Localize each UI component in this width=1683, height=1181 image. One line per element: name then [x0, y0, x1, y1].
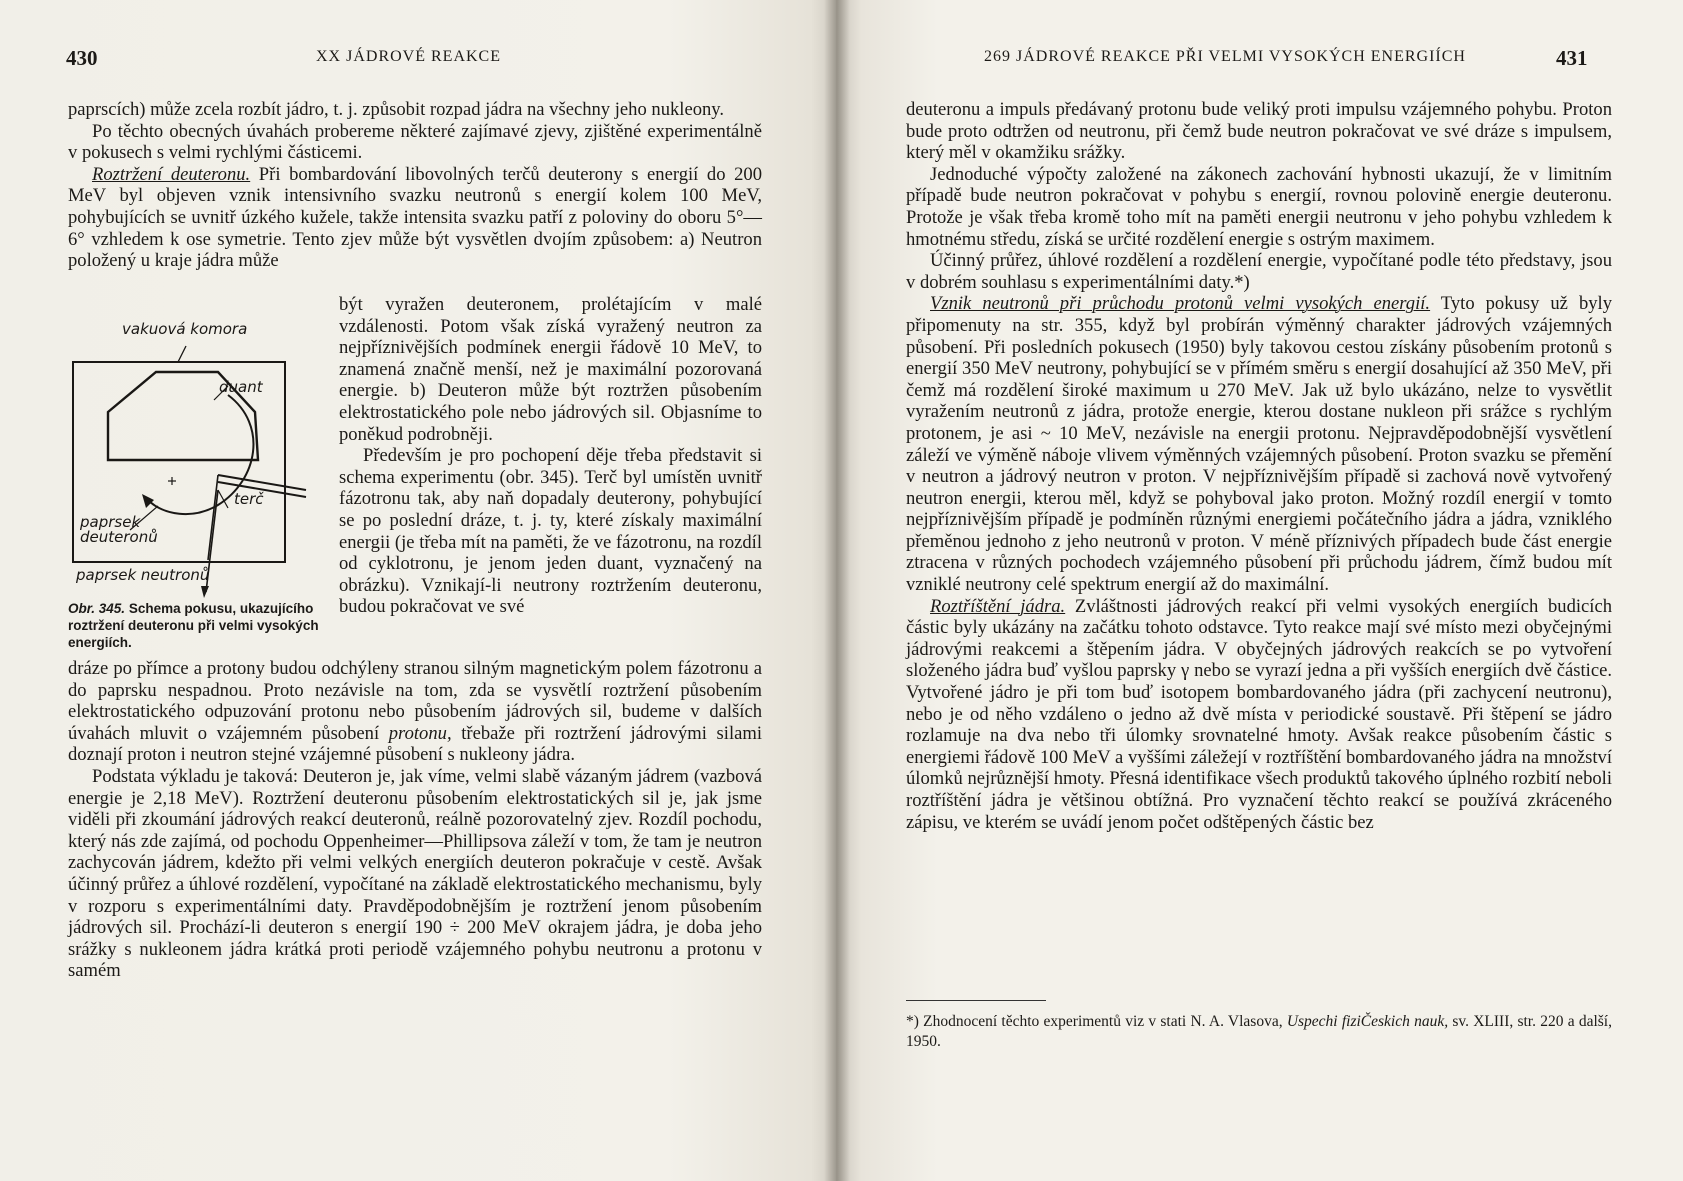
footnote: [906, 1012, 1612, 1052]
paragraph-text: Zvláštnosti jádrových reakcí při velmi vysokých energiích budicích částic byly ukázány na začátku tohoto odstavce. Tyto reakce mají své místo mezi obyčejnými jádrovými reakcemi a štěpením jádra. V obyčejných jádrových reakcích se po vytvoření složeného jádra buď vyšlou paprsky γ nebo se vyrazí jedna a při vyšších energiích dvě částice. Vytvořené jádro je při tom buď isotopem bombardovaného jádra (při zachycení neutronu), nebo je od něho vzdáleno o jedno až dvě místa v periodické soustavě. Při štěpení se jádro rozlamuje na dva nebo tři úlomky srovnatelné hmoty. Avšak reakce působením částic s energiemi řádově 100 MeV a vyššími záležejí v roztříštění bombardovaného jádra na množství úlomků nejrůznější hmoty. Přesná identifikace všech produktů takového úplného rozbití neboli roztříštění jádra je většinou obtížná. Pro vyznačení těchto reakcí se používá zkráceného zápisu, ve kterém se uvádí jenom počet odštěpených částic bez: [906, 595, 1612, 833]
paragraph: Po těchto obecných úvahách probereme některé zajímavé zjevy, zjištěné experimentálně v pokusech s velmi rychlými částicemi.: [68, 120, 762, 164]
label-deuteron-beam: [80, 515, 158, 545]
paragraph: [68, 658, 762, 766]
footnote-divider: [906, 1000, 1046, 1001]
left-page-number: 430: [66, 46, 98, 70]
label-duant: duant: [219, 378, 263, 396]
right-page-number: 431: [1556, 46, 1588, 70]
paragraph: Podstata výkladu je taková: Deuteron je, jak víme, velmi slabě vázaným jádrem (vazbová energie je 2,18 MeV). Roztržení deuteronu působením elektrostatických sil je, jak jsme viděli při zkoumání jádrových reakcí deuteronů, reálně pozorovatelný zjev. Rozdíl pochodu, který nás zde zajímá, od pochodu Oppenheimer—Phillipsova záleží v tom, že tam je neutron zachycován jádrem, kdežto při velmi velkých energiích deuteron pokračuje v cestě. Avšak účinný průřez a úhlové rozdělení, vypočítané na základě elektrostatického mechanismu, byly v rozporu s experimentálními daty. Pravděpodobnějším je roztržení jenom působením jádrových sil. Prochází-li deuteron s energií 190 ÷ 200 MeV okrajem jádra, je doba jeho srážky s nukleonem jádra krátká proti periodě vzájemného pohybu neutronu a protonu v samém: [68, 765, 762, 982]
section-heading-splinter: Roztříštění jádra.: [930, 595, 1066, 617]
label-vacuum-chamber: vakuová komora: [122, 320, 248, 338]
figure-caption-number: Obr. 345.: [68, 601, 126, 616]
footnote-text: sv. XLIII, str. 220 a další, 1950.: [906, 1013, 1612, 1050]
paragraph-text: Při bombardování libovolných terčů deuterony s energií do 200 MeV byl objeven vznik intensivního svazku neutronů s energií kolem 100 MeV, pohybujících se uvnitř úzkého kužele, takže intensita svazku patří z poloviny do oboru 5°—6° vzhledem k ose symetrie. Tento zjev může být vysvětlen dvojím způsobem: a) Neutron položený u kraje jádra může: [68, 163, 762, 272]
paragraph-splinter: [906, 596, 1612, 834]
paragraph-emphasis: protonu,: [388, 722, 452, 744]
figure-caption: [68, 600, 326, 651]
paragraph: deuteronu a impuls předávaný protonu bude veliký proti impulsu vzájemného pohybu. Proton bude proto odtržen od neutronu, při čemž bude neutron pokračovat ve své dráze s impulsem, který měl v okamžiku srážky.: [906, 99, 1612, 164]
right-text: [906, 99, 1612, 833]
paragraph-deuteron: [68, 164, 762, 272]
paragraph: Jednoduché výpočty založené na zákonech zachování hybnosti ukazují, že v limitním případě bude neutron pokračovat v pohybu s energií, rovnou polovině energie deuteronu. Protože je však třeba kromě toho mít na paměti energii neutronu v jeho pohybu vzhledem k hmotnému středu, získá se určité rozdělení energie s ostrým maximem.: [906, 163, 1612, 250]
label-deuteron-beam-line2: deuteronů: [80, 528, 158, 546]
right-running-header: 269 JÁDROVÉ REAKCE PŘI VELMI VYSOKÝCH ENERGIÍCH: [984, 48, 1466, 65]
label-target: terč: [234, 490, 264, 508]
left-text-top: [68, 99, 762, 272]
paragraph-text: Tyto pokusy už byly připomenuty na str. 355, když byl probírán výměnný charakter jádrových vzájemných působení. Při posledních pokusech (1950) byly takovou cestou získány působením protonů s energií 350 MeV neutrony, pohybující se v přímém směru s energií dosahující až 350 MeV, při čemž má rozdělení široké maximum u 270 MeV. Jak už bylo ukázáno, nelze to vysvětlit vyražením neutronů z jádra, protože energie, kterou dostane nukleon při srážce s rychlým protonem, je asi ~ 10 MeV, nezávisle na energii protonu. Nejpravděpodobnější vysvětlení záleží ve výměně náboje vlivem výměnných vzájemných působení. Proton svazku se přemění v neutron a jádrový neutron v proton. V nejpříznivějším případě si zachová nově vytvořený neutron energii, kterou měl, když se pohyboval jako proton. Možný rozdíl energií v tomto nejpříznivějším případě je podmíněn různými energiemi počátečního jádra a jádra, vzniklého přeměnou jednoho z jeho neutronů v proton. V méně příznivých případech bude část energie ztracena v různých pochodech vzájemného působení při průchodu jádrem, čímž budou mít vzniklé neutrony celé spektrum energií až do maximální.: [906, 293, 1613, 596]
footnote-text: *) Zhodnocení těchto experimentů viz v stati N. A. Vlasova,: [906, 1013, 1283, 1030]
paragraph: být vyražen deuteronem, prolétajícím v malé vzdálenosti. Potom však získá vyražený neutron za nejpříznivějších podmínek energii řádově 10 MeV, to znamená značně menší, než je maximální pozorovaná energie. b) Deuteron může být roztržen působením elektrostatického pole nebo jádrových sil. Objasníme to poněkud podrobněji.: [339, 294, 762, 445]
left-running-header: XX JÁDROVÉ REAKCE: [316, 48, 501, 65]
label-deuteron-beam-line1: paprsek: [80, 513, 141, 531]
paragraph: Účinný průřez, úhlové rozdělení a rozdělení energie, vypočítané podle této představy, jsou v dobrém souhlasu s experimentálními daty.*): [906, 250, 1612, 293]
paragraph-text: třebaže při roztržení jádrovými silami doznají proton i neutron stejné vzájemné působení s nukleony jádra.: [68, 722, 762, 766]
paragraph-neutron: [906, 293, 1612, 595]
paragraph: paprscích) může zcela rozbít jádro, t. j. způsobit rozpad jádra na všechny jeho nukleony.: [68, 99, 725, 120]
left-text-bottom: [68, 658, 762, 982]
paragraph-text: dráze po přímce a protony budou odchýleny stranou silným magnetickým polem fázotronu a do paprsku nespadnou. Proto nezávisle na tom, zda se vysvětlí roztržení působením elektrostatického odpuzování protonu nebo působením jádrových sil, budeme v dalších úvahách mluvit o vzájemném působení: [68, 658, 762, 744]
footnote-journal: Uspechi fiziČeskich nauk,: [1286, 1013, 1449, 1030]
left-text-beside-figure: [339, 294, 762, 618]
section-heading-deuteron: Roztržení deuteronu.: [92, 163, 251, 185]
experiment-schema-diagram: [68, 330, 330, 600]
paragraph: Především je pro pochopení děje třeba představit si schema experimentu (obr. 345). Terč byl umístěn uvnitř fázotronu tak, aby naň dopadaly deuterony, pohybující se po poslední dráze, t. j. ty, které získaly maximální energii (je třeba mít na paměti, že ve fázotronu, na rozdíl od cyklotronu, je jenom jeden duant, vyznačený na obrázku). Vznikají-li neutrony roztržením deuteronu, budou pokračovat ve své: [339, 445, 762, 618]
left-page: [0, 0, 836, 1181]
figure-caption-text: Schema pokusu, ukazujícího roztržení deuteronu při velmi vysokých energiích.: [68, 601, 319, 650]
section-heading-neutron: Vznik neutronů při průchodu protonů velmi vysokých energií.: [930, 293, 1431, 315]
book-gutter: [824, 0, 850, 1181]
label-neutron-beam: paprsek neutronů: [76, 566, 210, 584]
